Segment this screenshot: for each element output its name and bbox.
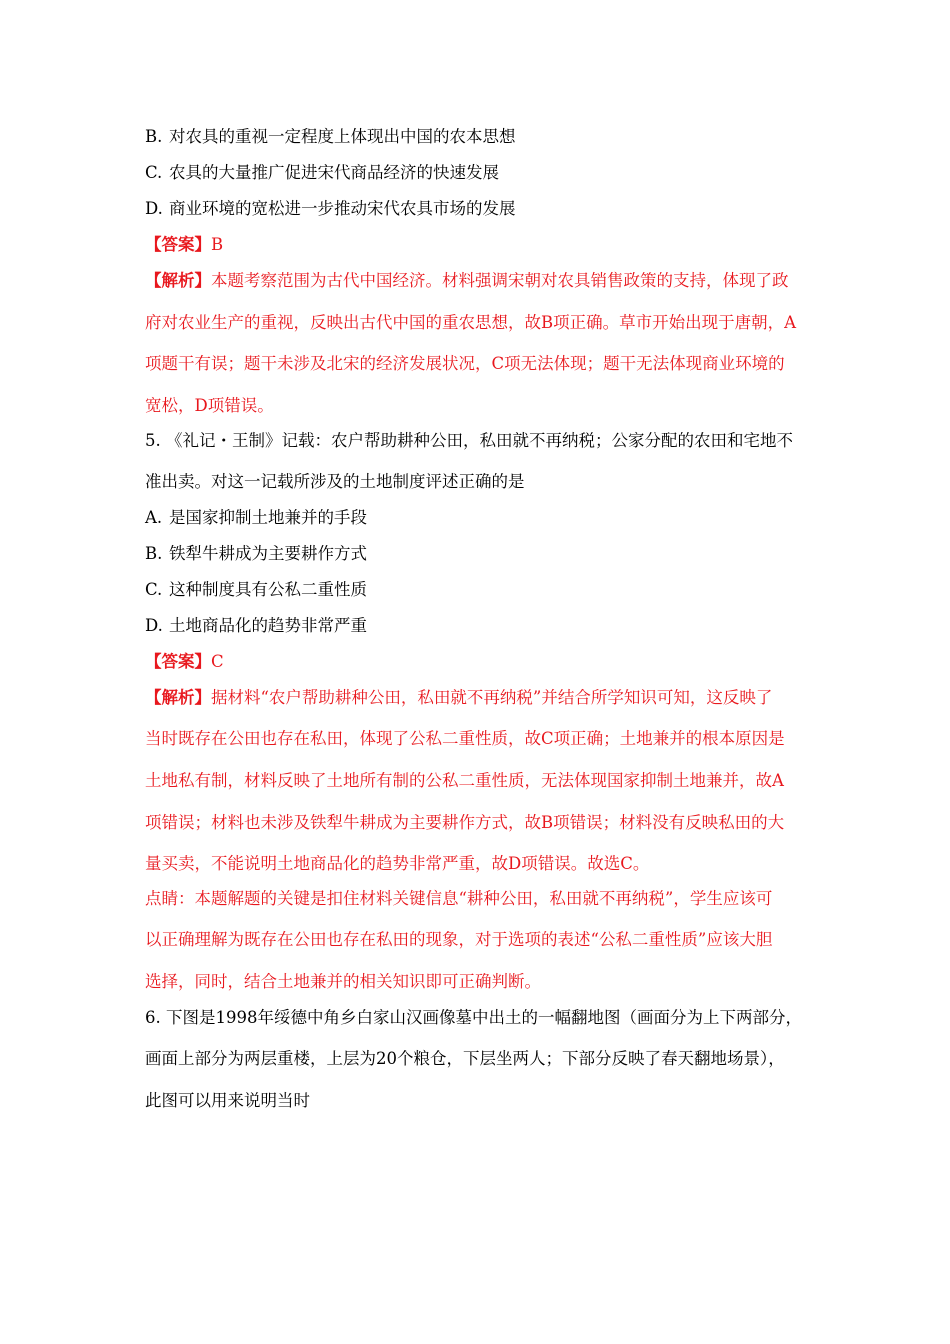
q4-option-d xyxy=(145,199,516,219)
option-text: 对农具的重视一定程度上体现出中国的农本思想 xyxy=(169,127,516,146)
answer-value: C xyxy=(211,652,224,671)
q6-stem-line: 此图可以用来说明当时 xyxy=(145,1091,310,1110)
q5-option-b xyxy=(145,544,367,564)
q6-stem-line: 6. 下图是1998年绥德中角乡白家山汉画像墓中出土的一幅翻地图（画面分为上下两部分， xyxy=(145,1008,802,1027)
option-text: 铁犁牛耕成为主要耕作方式 xyxy=(169,544,367,563)
q5-analysis-line: 量买卖，不能说明土地商品化的趋势非常严重，故D项错误。故选C。 xyxy=(145,854,650,873)
q4-analysis-line xyxy=(145,271,789,291)
q5-comment-line: 点睛：本题解题的关键是扣住材料关键信息“耕种公田，私田就不再纳税”，学生应该可 xyxy=(145,889,773,908)
option-letter: C. xyxy=(145,580,163,599)
analysis-text: 据材料“农户帮助耕种公田，私田就不再纳税”并结合所学知识可知，这反映了 xyxy=(211,688,773,707)
q4-option-b xyxy=(145,127,516,147)
q5-comment-line: 选择，同时，结合土地兼并的相关知识即可正确判断。 xyxy=(145,972,541,991)
option-letter: B. xyxy=(145,127,163,146)
answer-tag: 【答案】 xyxy=(145,235,211,254)
q5-option-a xyxy=(145,508,367,528)
q5-comment-line: 以正确理解为既存在公田也存在私田的现象，对于选项的表述“公私二重性质”应该大胆 xyxy=(145,930,773,949)
answer-value: B xyxy=(211,235,224,254)
option-letter: B. xyxy=(145,544,163,563)
q5-analysis-line: 项错误；材料也未涉及铁犁牛耕成为主要耕作方式，故B项错误；材料没有反映私田的大 xyxy=(145,813,785,832)
analysis-tag: 【解析】 xyxy=(145,688,211,707)
answer-tag: 【答案】 xyxy=(145,652,211,671)
analysis-tag: 【解析】 xyxy=(145,271,211,290)
analysis-text: 本题考察范围为古代中国经济。材料强调宋朝对农具销售政策的支持，体现了政 xyxy=(211,271,789,290)
q4-answer xyxy=(145,235,223,255)
option-letter: A. xyxy=(145,508,163,527)
option-text: 这种制度具有公私二重性质 xyxy=(169,580,367,599)
q4-analysis-line: 宽松，D项错误。 xyxy=(145,396,274,415)
option-letter: D. xyxy=(145,616,163,635)
option-text: 是国家抑制土地兼并的手段 xyxy=(169,508,367,527)
q5-analysis-line xyxy=(145,688,772,708)
q5-option-c xyxy=(145,580,367,600)
q5-analysis-line: 当时既存在公田也存在私田，体现了公私二重性质，故C项正确；土地兼并的根本原因是 xyxy=(145,729,785,748)
q5-stem-line: 准出卖。对这一记载所涉及的土地制度评述正确的是 xyxy=(145,472,525,491)
option-letter: D. xyxy=(145,199,163,218)
q5-answer xyxy=(145,652,224,672)
q5-stem-line: 5. 《礼记・王制》记载：农户帮助耕种公田，私田就不再纳税；公家分配的农田和宅地不 xyxy=(145,431,793,450)
option-letter: C. xyxy=(145,163,163,182)
q5-analysis-line: 土地私有制，材料反映了土地所有制的公私二重性质，无法体现国家抑制土地兼并，故A xyxy=(145,771,784,790)
q5-option-d xyxy=(145,616,367,636)
q6-stem-line: 画面上部分为两层重楼，上层为20个粮仓，下层坐两人；下部分反映了春天翻地场景）， xyxy=(145,1049,785,1068)
option-text: 土地商品化的趋势非常严重 xyxy=(169,616,367,635)
option-text: 商业环境的宽松进一步推动宋代农具市场的发展 xyxy=(169,199,516,218)
q4-analysis-line: 项题干有误；题干未涉及北宋的经济发展状况，C项无法体现；题干无法体现商业环境的 xyxy=(145,354,785,373)
q4-option-c xyxy=(145,163,499,183)
q4-analysis-line: 府对农业生产的重视，反映出古代中国的重农思想，故B项正确。草市开始出现于唐朝，A xyxy=(145,313,797,332)
option-text: 农具的大量推广促进宋代商品经济的快速发展 xyxy=(169,163,499,182)
